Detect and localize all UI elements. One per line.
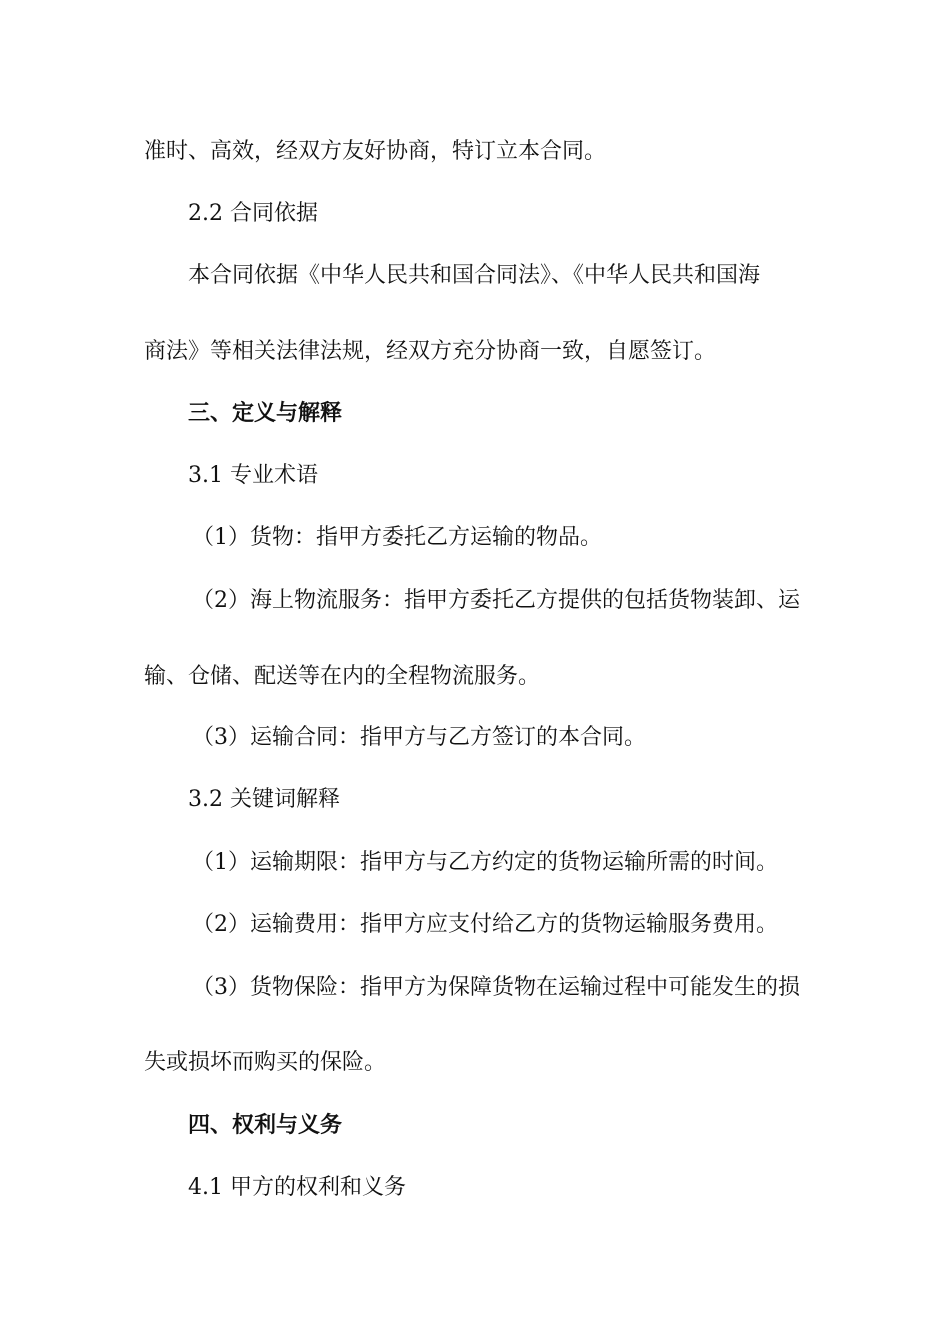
subsection-heading-3-1: 3.1 专业术语 [188, 463, 318, 488]
section-heading-3: 三、定义与解释 [188, 400, 343, 426]
subsection-heading-2-2: 2.2 合同依据 [188, 201, 318, 226]
list-item: （1）运输期限：指甲方与乙方约定的货物运输所需的时间。 [192, 850, 778, 875]
list-item: （1）货物：指甲方委托乙方运输的物品。 [192, 525, 602, 550]
paragraph-line: 本合同依据《中华人民共和国合同法》、《中华人民共和国海 [188, 263, 761, 288]
list-item: （3）运输合同：指甲方与乙方签订的本合同。 [192, 725, 646, 750]
list-item: （2）海上物流服务：指甲方委托乙方提供的包括货物装卸、运 [192, 588, 800, 613]
subsection-heading-3-2: 3.2 关键词解释 [188, 787, 340, 812]
paragraph-continuation: 商法》等相关法律法规，经双方充分协商一致，自愿签订。 [144, 339, 717, 364]
paragraph-continuation: 准时、高效，经双方友好协商，特订立本合同。 [144, 139, 607, 164]
list-item: （2）运输费用：指甲方应支付给乙方的货物运输服务费用。 [192, 912, 778, 937]
section-heading-4: 四、权利与义务 [188, 1112, 343, 1138]
list-item: （3）货物保险：指甲方为保障货物在运输过程中可能发生的损 [192, 975, 800, 1000]
paragraph-continuation: 输、仓储、配送等在内的全程物流服务。 [144, 664, 541, 689]
paragraph-continuation: 失或损坏而购买的保险。 [144, 1050, 387, 1075]
subsection-heading-4-1: 4.1 甲方的权利和义务 [188, 1175, 406, 1200]
